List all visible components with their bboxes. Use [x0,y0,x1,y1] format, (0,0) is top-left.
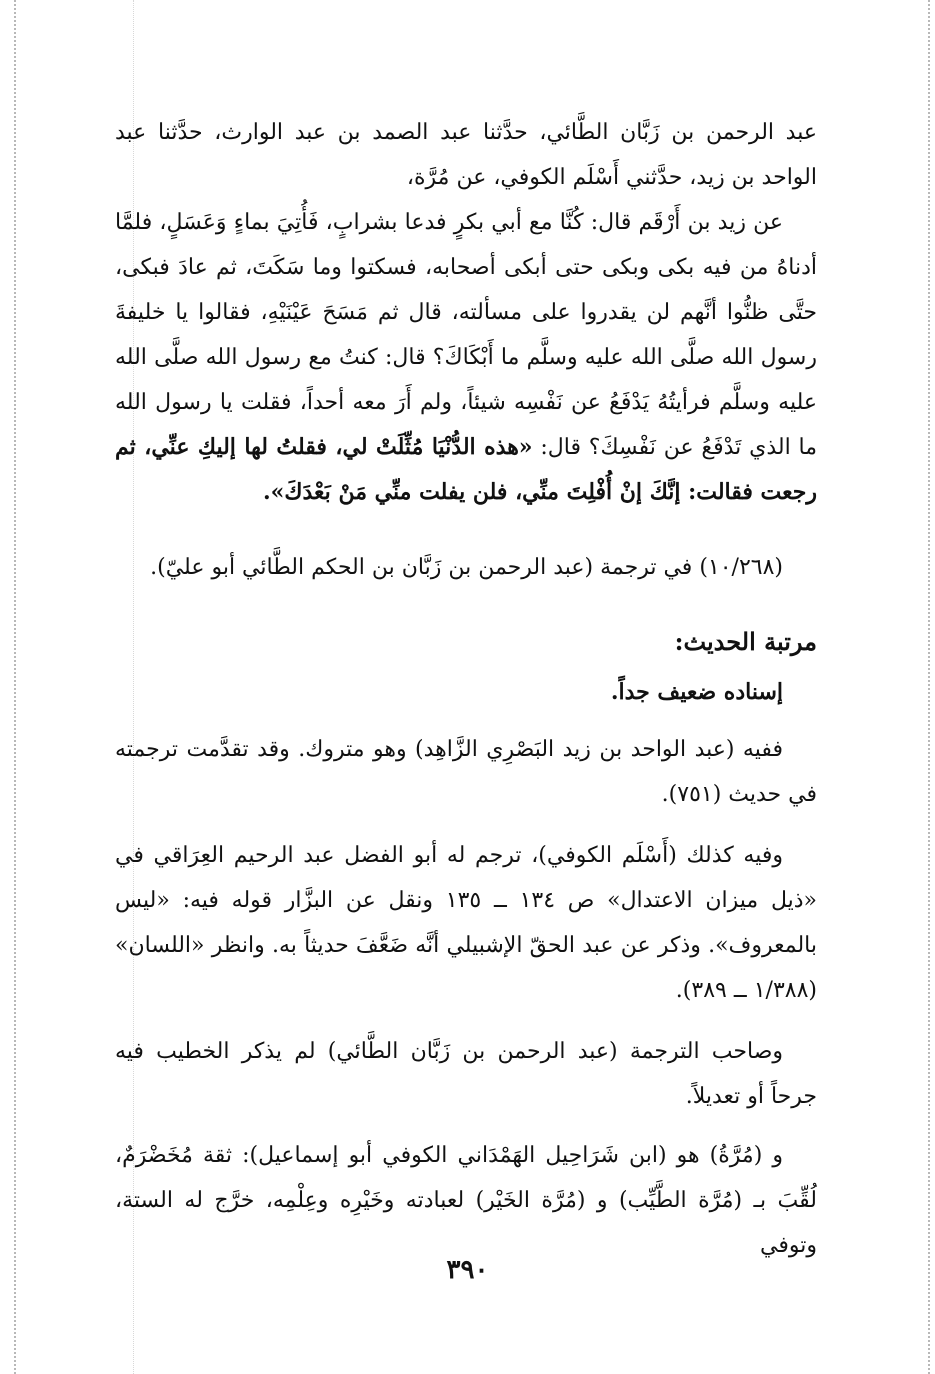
section-heading: مرتبة الحديث: [674,627,817,656]
commentary-block-4 [115,1133,817,1268]
commentary-block-1 [115,727,817,817]
isnad-paragraph: عبد الرحمن بن زَبَّان الطَّائي، حدَّثنا عبد الصمد بن عبد الوارث، حدَّثنا عبد الواحد بن زيد، حدَّثني أَسْلَم الكوفي، عن مُرَّة، [115,120,817,190]
source-reference [115,545,817,590]
prophetic-quote: «هذه الدُّنْيَا مُثِّلَتْ لي، فقلتُ لها إليكِ عنِّي، ثم رجعت فقالت: إنَّكَ إنْ أُفْلِتَ منِّي، فلن يفلت منِّي مَنْ بَعْدَكَ». [115,434,817,505]
narrator-note-1: ففيه (عبد الواحد بن زيد البَصْرِي الزَّاهِد) وهو متروك. وقد تقدَّمت ترجمته في حديث (٧٥١). [115,737,817,807]
grading-block [115,670,817,715]
scan-edge-left [14,0,16,1374]
commentary-block-3 [115,1029,817,1119]
narrator-note-4: و (مُرَّةُ) هو (ابن شَرَاحِيل الهَمْدَاني الكوفي أبو إسماعيل): ثقة مُخَضْرَمٌ، لُقِّبَ بـ (مُرَّة الطَّيِّب) و (مُرَّة الخَيْر) لعبادته وخَيْرِه وعِلْمِه، خرَّج له الستة، وتوفي [115,1143,817,1258]
scan-edge-right [928,0,930,1374]
narrator-note-3: وصاحب الترجمة (عبد الرحمن بن زَبَّان الطَّائي) لم يذكر الخطيب فيه جرحاً أو تعديلاً. [115,1039,817,1109]
matn-text: عن زيد بن أَرْقَم قال: كُنَّا مع أبي بكرٍ فدعا بشرابٍ، فَأُتِيَ بماءٍ وَعَسَلٍ، فلمَّا أدناهُ من فيه بكى وبكى حتى أبكى أصحابه، فسكتوا وما سَكَتَ، ثم عادَ فبكى، حتَّى ظنُّوا أنَّهم لن يقدروا على مسألته، قال ثم مَسَحَ عَيْنَيْهِ، فقالوا يا خليفةَ رسول الله صلَّى الله عليه وسلَّم ما أَبْكَاكَ؟ قال: كنتُ مع رسول الله صلَّى الله عليه وسلَّم فرأيتُهُ يَدْفَعُ عن نَفْسِه شيئاً، ولم أَرَ معه أحداً، فقلت يا رسول الله ما الذي تَدْفَعُ عن نَفْسِكَ؟ قال: [115,210,817,460]
page-number: ٣٩٠ [446,1255,489,1285]
narrator-note-2: وفيه كذلك (أَسْلَم الكوفي)، ترجم له أبو الفضل عبد الرحيم العِرَاقي في «ذيل ميزان الاعتدال» ص ١٣٤ ــ ١٣٥ ونقل عن البزَّار قوله فيه: «ليس بالمعروف». وذكر عن عبد الحقّ الإشبيلي أنَّه ضَعَّفَ حديثاً به. وانظر «اللسان» (١/٣٨٨ ــ ٣٨٩). [115,843,817,1003]
matn-paragraph [115,200,817,515]
commentary-block-2 [115,833,817,1013]
hadith-block [115,110,817,515]
grading-verdict: إسناده ضعيف جداً. [610,679,783,705]
source-paragraph: (١٠/٢٦٨) في ترجمة (عبد الرحمن بن زَبَّان بن الحكم الطَّائي أبو عليّ). [150,555,783,580]
